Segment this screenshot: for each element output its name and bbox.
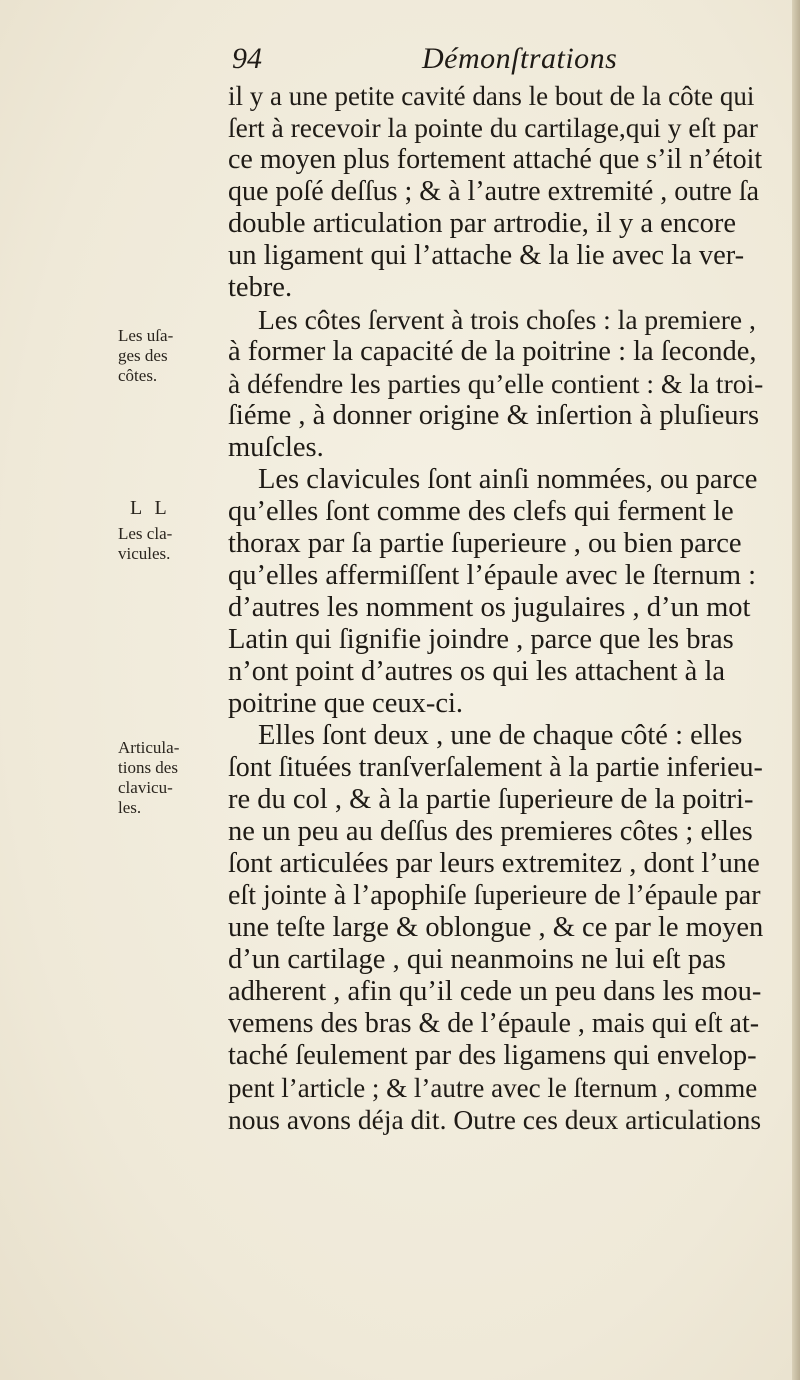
margin-note-clavicules [118, 524, 172, 564]
text-line: ſert à recevoir la pointe du cartilage,qui y eſt par [228, 112, 758, 143]
text-line: à former la capacité de la poitrine : la ſeconde, [228, 336, 757, 367]
main-text [228, 80, 764, 1136]
text-line: Latin qui ſignifie joindre , parce que les bras [228, 624, 734, 655]
running-title: Démonſtrations [422, 42, 618, 75]
page-number: 94 [232, 42, 262, 75]
text-line: ce moyen plus fortement attaché que s’il n’étoit [228, 144, 763, 175]
margin-note-line: les. [118, 798, 142, 817]
margin-note-line: vicules. [118, 544, 171, 563]
margin-note-line: Les uſa- [118, 326, 174, 345]
margin-note-line: côtes. [118, 366, 158, 385]
text-line: à défendre les parties qu’elle contient : & la troi- [228, 368, 764, 399]
text-line: double articulation par artrodie, il y a encore [228, 208, 737, 239]
margin-note-usages [118, 326, 173, 386]
text-line: Les clavicules ſont ainſi nommées, ou parce [258, 464, 758, 495]
margin-note-line: Articula- [118, 738, 180, 757]
text-line: ſont articulées par leurs extremitez , dont l’une [228, 848, 760, 879]
text-line: il y a une petite cavité dans le bout de la côte qui [228, 81, 755, 111]
text-line: ſiéme , à donner origine & inſertion à pluſieurs [228, 400, 760, 431]
text-line: n’ont point d’autres os qui les attachent à la [228, 656, 726, 687]
text-line: Elles ſont deux , une de chaque côté : elles [258, 720, 743, 751]
text-line: qu’elles ſont comme des clefs qui ferment le [228, 496, 734, 527]
text-line: pent l’article ; & l’autre avec le ſternum , comme [228, 1073, 758, 1103]
margin-note-line: clavicu- [118, 778, 173, 797]
text-line: vemens des bras & de l’épaule , mais qui eſt at- [228, 1008, 760, 1039]
text-line: qu’elles affermiſſent l’épaule avec le ſternum : [228, 560, 757, 591]
text-line: muſcles. [228, 432, 324, 463]
text-line: thorax par ſa partie ſuperieure , ou bien parce [228, 528, 742, 559]
text-line: un ligament qui l’attache & la lie avec la ver- [228, 240, 745, 271]
text-line: d’autres les nomment os jugulaires , d’un mot [228, 592, 751, 623]
page-edge [792, 0, 800, 1380]
text-line: ſont ſituées tranſverſalement à la partie inferieu- [228, 752, 763, 783]
text-line: eſt jointe à l’apophiſe ſuperieure de l’épaule par [228, 880, 761, 911]
margin-note-line: Les cla- [118, 524, 173, 543]
text-line: d’un cartilage , qui neanmoins ne lui eſt pas [228, 944, 726, 975]
text-line: taché ſeulement par des ligamens qui envelop- [228, 1040, 757, 1071]
text-line: nous avons déja dit. Outre ces deux articulations [228, 1104, 762, 1135]
text-line: adherent , afin qu’il cede un peu dans les mou- [228, 976, 762, 1007]
margin-note-articulations [118, 738, 179, 818]
signature-mark-text: L L [130, 497, 171, 519]
text-line: que poſé deſſus ; & à l’autre extremité , outre ſa [228, 176, 760, 207]
text-line: ne un peu au deſſus des premieres côtes ; elles [228, 816, 753, 847]
text-line: tebre. [228, 272, 293, 303]
margin-note-line: ges des [118, 346, 168, 365]
text-line: re du col , & à la partie ſuperieure de la poitri- [228, 784, 754, 815]
signature-mark [130, 498, 171, 518]
text-line: une teſte large & oblongue , & ce par le moyen [228, 912, 764, 943]
text-line: Les côtes ſervent à trois choſes : la premiere , [258, 304, 756, 335]
margin-note-line: tions des [118, 758, 178, 777]
text-line: poitrine que ceux-ci. [228, 688, 464, 719]
